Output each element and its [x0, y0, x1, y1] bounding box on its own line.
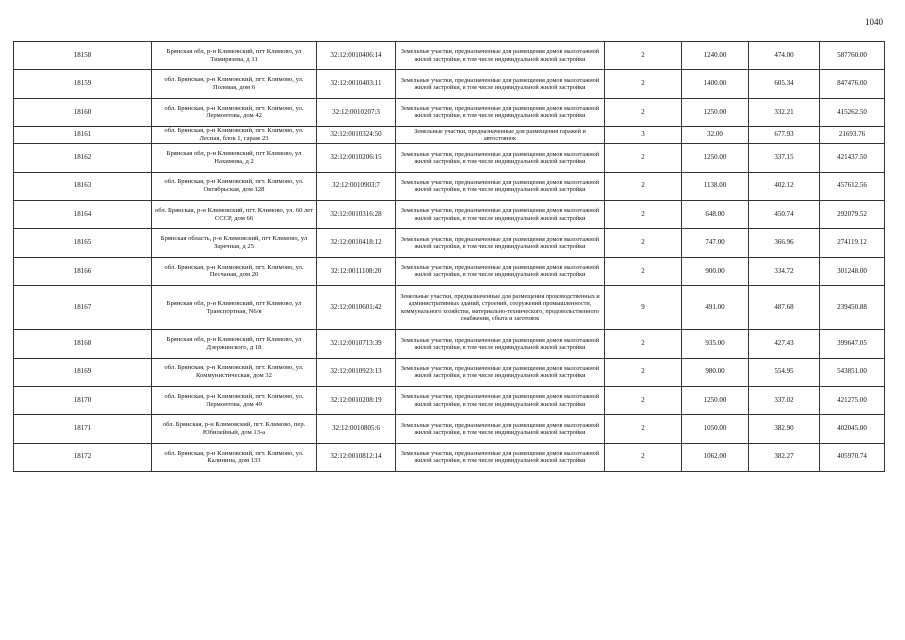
- group-cell: 2: [605, 358, 682, 386]
- cadastral-value-cell: 274119.12: [820, 229, 885, 257]
- row-number: 18163: [14, 172, 152, 200]
- cadastral-number-cell: 32:12:0010316:28: [317, 200, 396, 228]
- table-row: [14, 70, 885, 98]
- land-purpose-cell: Земельные участки, предназначенные для размещения домов малоэтажной жилой застройки, в том числе индивидуальной жилой застройки: [396, 330, 605, 358]
- address-cell: обл. Брянская, р-н Климовский, пгт. Климово, ул. Коммунистическая, дом 32: [152, 358, 317, 386]
- group-cell: 2: [605, 42, 682, 70]
- table-row: [14, 144, 885, 172]
- specific-value-cell: 554.95: [749, 358, 820, 386]
- cadastral-number-cell: 32:12:0010207:3: [317, 98, 396, 126]
- land-purpose-cell: Земельные участки, предназначенные для размещения домов малоэтажной жилой застройки, в том числе индивидуальной жилой застройки: [396, 200, 605, 228]
- table-row: [14, 172, 885, 200]
- specific-value-cell: 474.00: [749, 42, 820, 70]
- address-cell: Брянская обл, р-н Климовский, пгт Климово, ул Нахимова, д 2: [152, 144, 317, 172]
- table-row: [14, 257, 885, 285]
- land-purpose-cell: Земельные участки, предназначенные для размещения домов малоэтажной жилой застройки, в том числе индивидуальной жилой застройки: [396, 70, 605, 98]
- land-registry-table: [13, 41, 885, 472]
- row-number: 18159: [14, 70, 152, 98]
- specific-value-cell: 382.90: [749, 415, 820, 443]
- row-number: 18158: [14, 42, 152, 70]
- row-number: 18165: [14, 229, 152, 257]
- cadastral-value-cell: 402045.00: [820, 415, 885, 443]
- row-number: 18168: [14, 330, 152, 358]
- cadastral-number-cell: 32:12:0010403:11: [317, 70, 396, 98]
- area-cell: 1050.00: [682, 415, 749, 443]
- group-cell: 2: [605, 98, 682, 126]
- specific-value-cell: 450.74: [749, 200, 820, 228]
- row-number: 18169: [14, 358, 152, 386]
- address-cell: Брянская обл, р-н Климовский, пгт Климово, ул Транспортная, N6/в: [152, 286, 317, 330]
- specific-value-cell: 402.12: [749, 172, 820, 200]
- specific-value-cell: 677.93: [749, 127, 820, 144]
- address-cell: обл. Брянская, р-н Климовский, пгт. Климово, ул. 60 лет СССР, дом 66: [152, 200, 317, 228]
- land-purpose-cell: Земельные участки, предназначенные для размещения гаражей и автостоянок: [396, 127, 605, 144]
- row-number: 18160: [14, 98, 152, 126]
- table-row: [14, 200, 885, 228]
- group-cell: 2: [605, 200, 682, 228]
- area-cell: 1138.00: [682, 172, 749, 200]
- table-row: [14, 330, 885, 358]
- table-row: [14, 358, 885, 386]
- cadastral-number-cell: 32:12:0010812:14: [317, 443, 396, 471]
- cadastral-number-cell: 32:12:0010923:13: [317, 358, 396, 386]
- area-cell: 491.00: [682, 286, 749, 330]
- area-cell: 1250.00: [682, 98, 749, 126]
- row-number: 18167: [14, 286, 152, 330]
- cadastral-value-cell: 21693.76: [820, 127, 885, 144]
- area-cell: 1400.00: [682, 70, 749, 98]
- specific-value-cell: 334.72: [749, 257, 820, 285]
- group-cell: 9: [605, 286, 682, 330]
- area-cell: 747.00: [682, 229, 749, 257]
- table-row: [14, 98, 885, 126]
- cadastral-value-cell: 415262.50: [820, 98, 885, 126]
- group-cell: 3: [605, 127, 682, 144]
- cadastral-value-cell: 543851.00: [820, 358, 885, 386]
- specific-value-cell: 382.27: [749, 443, 820, 471]
- land-purpose-cell: Земельные участки, предназначенные для размещения домов малоэтажной жилой застройки, в том числе индивидуальной жилой застройки: [396, 443, 605, 471]
- address-cell: обл. Брянская, р-н Климовский, пгт. Климово, ул. Лермонтова, дом 42: [152, 98, 317, 126]
- address-cell: Брянская область, р-н Климовский, пгт Климово, ул Заречная, д 25: [152, 229, 317, 257]
- cadastral-value-cell: 399647.05: [820, 330, 885, 358]
- group-cell: 2: [605, 386, 682, 414]
- cadastral-value-cell: 587760.00: [820, 42, 885, 70]
- cadastral-number-cell: 32:12:0011108:20: [317, 257, 396, 285]
- table-row: [14, 229, 885, 257]
- group-cell: 2: [605, 443, 682, 471]
- address-cell: Брянская обл, р-н Климовский, пгт Климово, ул Тимирязева, д 11: [152, 42, 317, 70]
- table-body: [14, 42, 885, 472]
- address-cell: обл. Брянская, р-н Климовский, пгт. Климово, ул. Октябрьская, дом 128: [152, 172, 317, 200]
- land-purpose-cell: Земельные участки, предназначенные для размещения домов малоэтажной жилой застройки, в том числе индивидуальной жилой застройки: [396, 358, 605, 386]
- cadastral-number-cell: 32:12:0010713:39: [317, 330, 396, 358]
- area-cell: 1240.00: [682, 42, 749, 70]
- row-number: 18162: [14, 144, 152, 172]
- area-cell: 900.00: [682, 257, 749, 285]
- land-purpose-cell: Земельные участки, предназначенные для размещения домов малоэтажной жилой застройки, в том числе индивидуальной жилой застройки: [396, 98, 605, 126]
- group-cell: 2: [605, 144, 682, 172]
- area-cell: 980.00: [682, 358, 749, 386]
- group-cell: 2: [605, 70, 682, 98]
- row-number: 18172: [14, 443, 152, 471]
- address-cell: обл. Брянская, р-н Климовский, пгт. Климово, ул. Лермонтова, дом 49: [152, 386, 317, 414]
- cadastral-value-cell: 457612.56: [820, 172, 885, 200]
- group-cell: 2: [605, 415, 682, 443]
- table-row: [14, 415, 885, 443]
- specific-value-cell: 427.43: [749, 330, 820, 358]
- cadastral-value-cell: 421275.00: [820, 386, 885, 414]
- land-purpose-cell: Земельные участки, предназначенные для размещения домов малоэтажной жилой застройки, в том числе индивидуальной жилой застройки: [396, 42, 605, 70]
- area-cell: 935.00: [682, 330, 749, 358]
- area-cell: 1250.00: [682, 144, 749, 172]
- specific-value-cell: 487.68: [749, 286, 820, 330]
- area-cell: 1062.00: [682, 443, 749, 471]
- specific-value-cell: 366.96: [749, 229, 820, 257]
- cadastral-number-cell: 32:12:0010418:12: [317, 229, 396, 257]
- cadastral-value-cell: 239450.88: [820, 286, 885, 330]
- address-cell: обл. Брянская, р-н Климовский, пгт. Климово, ул. Калинина, дом 133: [152, 443, 317, 471]
- specific-value-cell: 337.02: [749, 386, 820, 414]
- specific-value-cell: 605.34: [749, 70, 820, 98]
- group-cell: 2: [605, 330, 682, 358]
- address-cell: Брянская обл, р-н Климовский, пгт Климово, ул Дзержинского, д 18: [152, 330, 317, 358]
- land-purpose-cell: Земельные участки, предназначенные для размещения домов малоэтажной жилой застройки, в том числе индивидуальной жилой застройки: [396, 257, 605, 285]
- area-cell: 648.00: [682, 200, 749, 228]
- cadastral-number-cell: 32:12:0010805:6: [317, 415, 396, 443]
- address-cell: обл. Брянская, р-н Климовский, пгт. Климово, пер. Юбилейный, дом 13-а: [152, 415, 317, 443]
- table-row: [14, 286, 885, 330]
- page-number: 1040: [865, 17, 883, 27]
- land-purpose-cell: Земельные участки, предназначенные для размещения домов малоэтажной жилой застройки, в том числе индивидуальной жилой застройки: [396, 386, 605, 414]
- address-cell: обл. Брянская, р-н Климовский, пгт. Климово, ул. Лесная, блок 1, гараж 23: [152, 127, 317, 144]
- address-cell: обл. Брянская, р-н Климовский, пгт. Климово, ул. Полевая, дом 6: [152, 70, 317, 98]
- row-number: 18164: [14, 200, 152, 228]
- table-row: [14, 127, 885, 144]
- row-number: 18171: [14, 415, 152, 443]
- cadastral-value-cell: 405970.74: [820, 443, 885, 471]
- land-purpose-cell: Земельные участки, предназначенные для размещения домов малоэтажной жилой застройки, в том числе индивидуальной жилой застройки: [396, 172, 605, 200]
- cadastral-value-cell: 847476.00: [820, 70, 885, 98]
- cadastral-number-cell: 32:12:0010208:19: [317, 386, 396, 414]
- land-purpose-cell: Земельные участки, предназначенные для размещения домов малоэтажной жилой застройки, в том числе индивидуальной жилой застройки: [396, 415, 605, 443]
- row-number: 18161: [14, 127, 152, 144]
- cadastral-value-cell: 301248.00: [820, 257, 885, 285]
- table-row: [14, 443, 885, 471]
- specific-value-cell: 332.21: [749, 98, 820, 126]
- cadastral-number-cell: 32:12:0010324:50: [317, 127, 396, 144]
- land-purpose-cell: Земельные участки, предназначенные для размещения производственных и административных зданий, строений, сооружений промышленности, коммунального хозяйства, материально-технического, продовольственного снабжения, сбыта и заготовок: [396, 286, 605, 330]
- row-number: 18166: [14, 257, 152, 285]
- group-cell: 2: [605, 257, 682, 285]
- area-cell: 1250.00: [682, 386, 749, 414]
- address-cell: обл. Брянская, р-н Климовский, пгт. Климово, ул. Песчаная, дом 20: [152, 257, 317, 285]
- table-row: [14, 386, 885, 414]
- group-cell: 2: [605, 172, 682, 200]
- specific-value-cell: 337.15: [749, 144, 820, 172]
- land-purpose-cell: Земельные участки, предназначенные для размещения домов малоэтажной жилой застройки, в том числе индивидуальной жилой застройки: [396, 144, 605, 172]
- cadastral-number-cell: 32:12:0010206:15: [317, 144, 396, 172]
- cadastral-number-cell: 32:12:0010903:7: [317, 172, 396, 200]
- table-row: [14, 42, 885, 70]
- cadastral-value-cell: 292079.52: [820, 200, 885, 228]
- group-cell: 2: [605, 229, 682, 257]
- row-number: 18170: [14, 386, 152, 414]
- area-cell: 32.00: [682, 127, 749, 144]
- cadastral-number-cell: 32:12:0010406:14: [317, 42, 396, 70]
- land-purpose-cell: Земельные участки, предназначенные для размещения домов малоэтажной жилой застройки, в том числе индивидуальной жилой застройки: [396, 229, 605, 257]
- cadastral-value-cell: 421437.50: [820, 144, 885, 172]
- cadastral-number-cell: 32:12:0010601:42: [317, 286, 396, 330]
